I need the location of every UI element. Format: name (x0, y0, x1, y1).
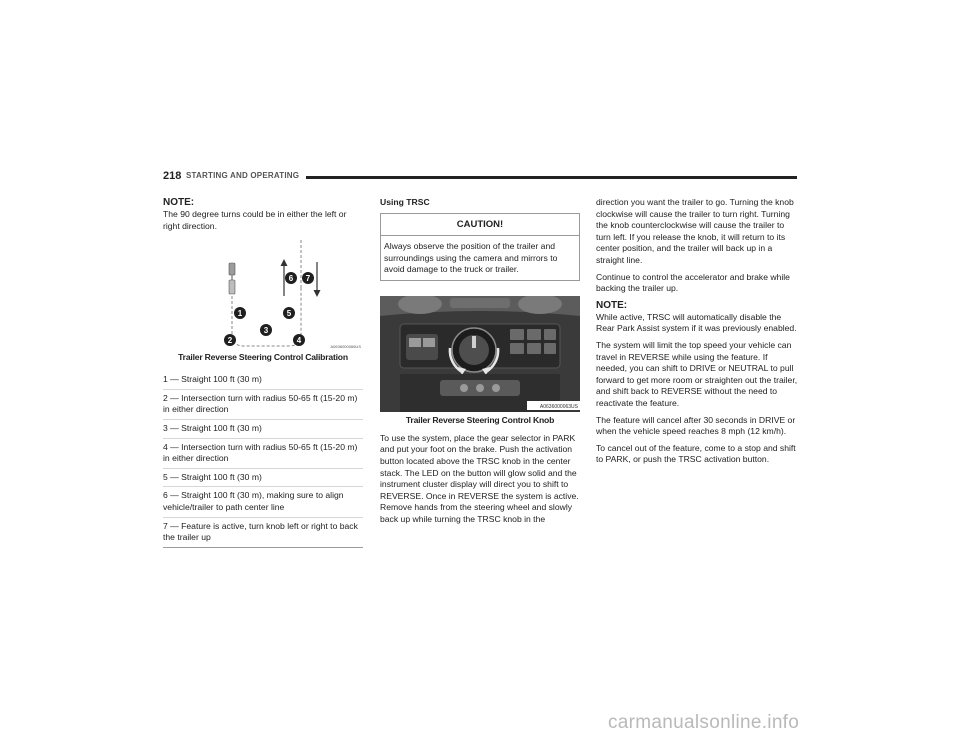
paragraph: direction you want the trailer to go. Turning the knob clockwise will cause the trailer to turn right. Turning the knob counterclockwise will cause the trailer to turn left. If you release the knob, it will return to its center position, and the trailer will back up in a straight line. (596, 197, 794, 265)
reverse-arrow-icon (314, 262, 321, 297)
calibration-diagram (163, 240, 363, 352)
marker-2 (224, 334, 236, 346)
legend-table (163, 371, 363, 548)
watermark: carmanualsonline.info (608, 712, 800, 733)
svg-text:3: 3 (263, 326, 269, 336)
svg-text:2: 2 (227, 336, 233, 346)
svg-text:4: 4 (296, 336, 302, 346)
subheading-using-trsc: Using TRSC (380, 197, 430, 207)
caution-title: CAUTION! (381, 214, 579, 236)
paragraph: Continue to control the accelerator and brake while backing the trailer up. (596, 271, 790, 294)
caution-box (380, 213, 580, 281)
marker-1 (234, 307, 246, 319)
knob-figure (380, 296, 580, 412)
page-header (163, 170, 797, 184)
paragraph: The system will limit the top speed your vehicle can travel in REVERSE while using the feature. If needed, you can shift to DRIVE or NEUTRAL to pull forward to get more room or straighten out the trailer, and shift back to REVERSE without the need to reactivate the feature. (596, 339, 798, 408)
legend-item: 2 — Intersection turn with radius 50-65 ft (15-20 m) in either direction (163, 389, 363, 419)
paragraph: The feature will cancel after 30 seconds in DRIVE or when the vehicle speed reaches 8 mph (12 km/h). (596, 414, 796, 437)
paragraph: To use the system, place the gear selector in PARK and put your foot on the brake. Push the activation button located above the TRSC knob in the center stack. The LED on the button will glow solid and the instrument cluster display will direct you to shift to REVERSE. Once in REVERSE the system is active. Remove hands from the steering wheel and slowly back up while turning the TRSC knob in the (380, 432, 579, 524)
legend-item: 4 — Intersection turn with radius 50-65 ft (15-20 m) in either direction (163, 438, 363, 468)
note-heading: NOTE: (163, 197, 195, 208)
figure-code: A0636000066US (330, 344, 361, 350)
legend-item: 6 — Straight 100 ft (30 m), making sure to align vehicle/trailer to path center line (163, 486, 363, 516)
marker-6 (285, 272, 297, 284)
column-3 (596, 197, 798, 471)
legend-item: 1 — Straight 100 ft (30 m) (163, 374, 262, 385)
svg-text:6: 6 (288, 274, 294, 284)
calibration-figure (163, 240, 363, 352)
legend-item: 5 — Straight 100 ft (30 m) (163, 468, 363, 487)
header-rule (306, 176, 797, 179)
column-2 (380, 197, 580, 531)
marker-3 (260, 324, 272, 336)
trsc-knob-icon (450, 328, 498, 375)
knob-photo (380, 296, 580, 412)
figure-caption: Trailer Reverse Steering Control Knob (405, 414, 555, 425)
figure-code: A0636000063US (539, 403, 578, 410)
figure-caption: Trailer Reverse Steering Control Calibration (178, 352, 348, 363)
section-title: STARTING AND OPERATING (186, 171, 300, 180)
note-text: The 90 degree turns could be in either the left or right direction. (163, 209, 347, 231)
svg-text:1: 1 (237, 309, 243, 319)
marker-5 (283, 307, 295, 319)
column-1 (163, 197, 363, 548)
legend-item: 3 — Straight 100 ft (30 m) (163, 419, 363, 438)
note-heading: NOTE: (596, 299, 628, 311)
svg-text:7: 7 (305, 274, 311, 284)
marker-7 (302, 272, 314, 284)
page-number: 218 (163, 170, 182, 182)
caution-text: Always observe the position of the trailer and surroundings using the camera and mirrors to avoid damage to the truck or trailer. (384, 241, 558, 275)
svg-text:5: 5 (286, 309, 292, 319)
paragraph: To cancel out of the feature, come to a stop and shift to PARK, or push the TRSC activation button. (596, 442, 796, 465)
note-text: While active, TRSC will automatically disable the Rear Park Assist system if it was previously enabled. (596, 311, 797, 334)
legend-item: 7 — Feature is active, turn knob left or right to back the trailer up (163, 517, 363, 547)
truck-icon (229, 263, 235, 294)
marker-4 (293, 334, 305, 346)
